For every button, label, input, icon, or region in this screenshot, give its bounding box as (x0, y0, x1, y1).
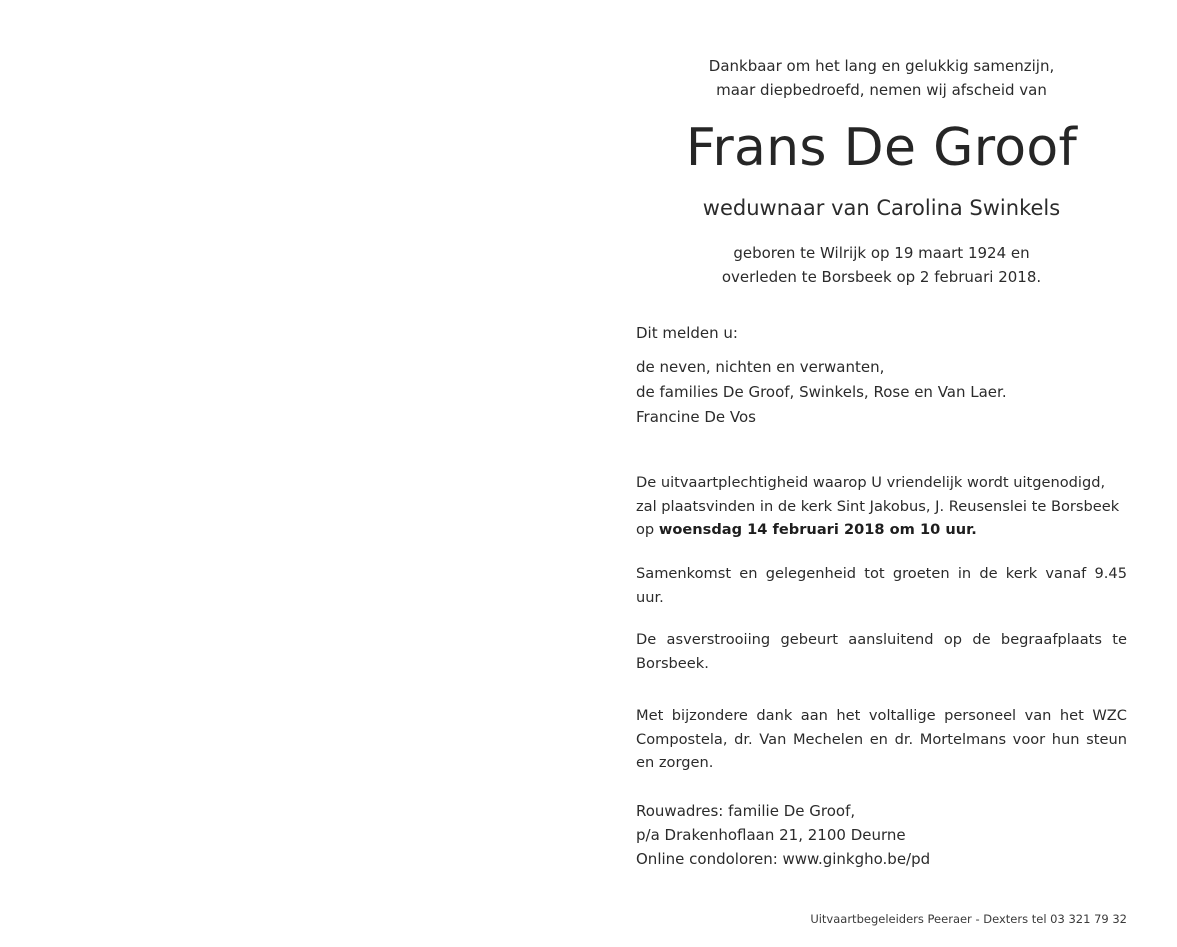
address-line-3: Online condoloren: www.ginkgho.be/pd (636, 850, 931, 868)
mourning-address (636, 799, 1127, 871)
family-line: de families De Groof, Swinkels, Rose en Van Laer. (636, 383, 1007, 401)
death-line: overleden te Borsbeek op 2 februari 2018. (721, 268, 1042, 286)
address-line-2: p/a Drakenhoflaan 21, 2100 Deurne (636, 826, 906, 844)
ceremony-date: woensdag 14 februari 2018 om 10 uur. (658, 521, 977, 538)
ceremony-line-1: De uitvaartplechtigheid waarop U vriendelijk wordt uitgenodigd, (636, 474, 1106, 491)
gathering-paragraph: Samenkomst en gelegenheid tot groeten in de kerk vanaf 9.45 uur. (636, 565, 1127, 606)
intro-text (636, 54, 1127, 102)
family-list (636, 355, 1127, 430)
ceremony-prefix: op (636, 521, 659, 538)
deceased-name: Frans De Groof (685, 118, 1078, 178)
thanks-paragraph: Met bijzondere dank aan het voltallige personeel van het WZC Compostela, dr. Van Mechelen en dr. Mortelmans voor hun steun en zorgen. (636, 707, 1127, 771)
family-line: Francine De Vos (636, 408, 756, 426)
life-dates (636, 241, 1127, 289)
birth-line: geboren te Wilrijk op 19 maart 1924 en (733, 244, 1030, 262)
spouse-line: weduwnaar van Carolina Swinkels (702, 196, 1061, 220)
ceremony-paragraph (636, 471, 1127, 542)
intro-line-1: Dankbaar om het lang en gelukkig samenzijn, (708, 57, 1055, 75)
family-line: de neven, nichten en verwanten, (636, 358, 885, 376)
ceremony-line-3 (636, 518, 1127, 542)
intro-line-2: maar diepbedroefd, nemen wij afscheid van (716, 81, 1047, 99)
address-line-1: Rouwadres: familie De Groof, (636, 802, 856, 820)
ceremony-line-2: zal plaatsvinden in de kerk Sint Jakobus, J. Reusenslei te Borsbeek (636, 497, 1120, 515)
announcement-intro: Dit melden u: (636, 324, 738, 342)
ashes-paragraph: De asverstrooiing gebeurt aansluitend op de begraafplaats te Borsbeek. (636, 631, 1127, 672)
funeral-director-footer: Uitvaartbegeleiders Peeraer - Dexters tel 03 321 79 32 (810, 912, 1127, 926)
